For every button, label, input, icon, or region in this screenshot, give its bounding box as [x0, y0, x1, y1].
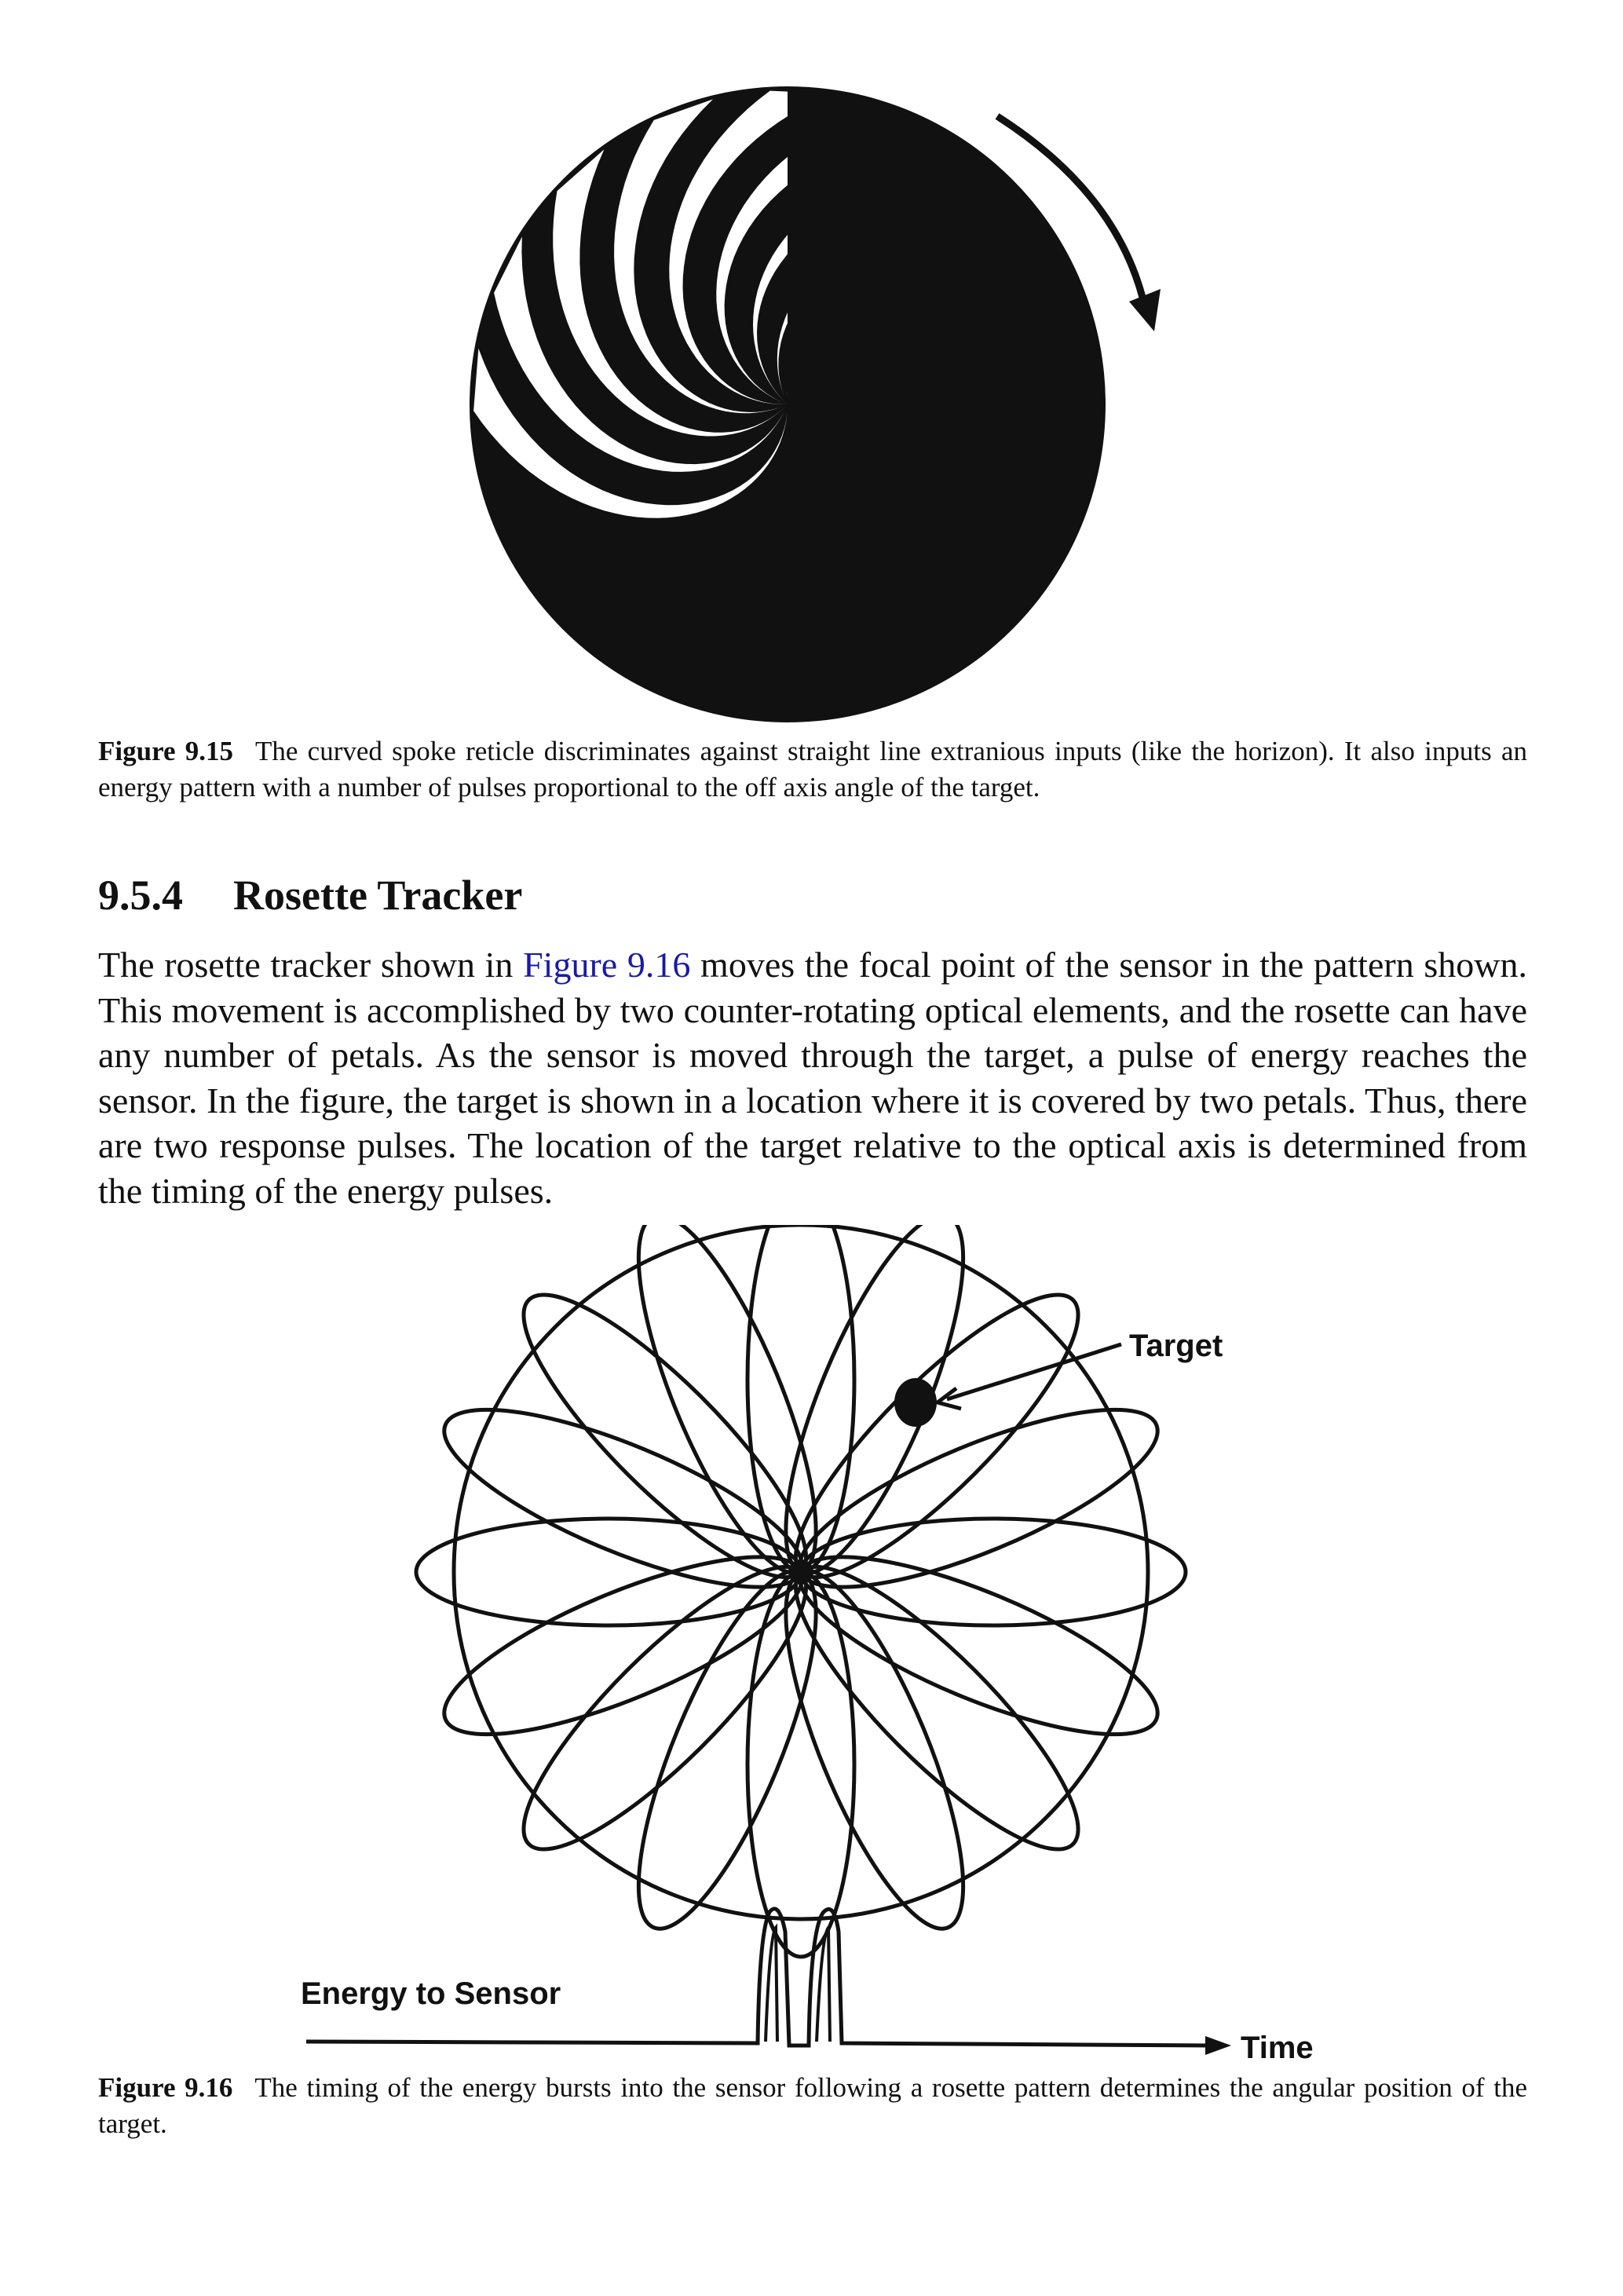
- curved-spoke-reticle-figure: [455, 79, 1186, 730]
- rosette-petal: [763, 1534, 1111, 1882]
- rosette-petal: [605, 1552, 850, 1948]
- time-axis-arrowhead-icon: [1205, 2036, 1231, 2055]
- rosette-petal: [780, 1376, 1177, 1621]
- body-text-start: The rosette tracker shown in: [98, 945, 524, 985]
- rosette-petal: [425, 1523, 821, 1768]
- body-paragraph: [98, 942, 1527, 1213]
- energy-to-sensor-label: Energy to Sensor: [301, 1976, 561, 2011]
- target-label: Target: [1129, 1329, 1223, 1363]
- rotation-arrowhead-icon: [1129, 289, 1161, 331]
- rosette-petals: [416, 1225, 1186, 1957]
- rosette-petal: [491, 1534, 839, 1882]
- section-title: Rosette Tracker: [233, 872, 523, 919]
- rosette-petal: [751, 1552, 997, 1948]
- figure-16-caption: [98, 2070, 1527, 2142]
- figure-16-link[interactable]: Figure 9.16: [523, 945, 691, 985]
- section-number: 9.5.4: [98, 872, 183, 919]
- figure-15-caption: [98, 733, 1527, 806]
- body-text-end: moves the focal point of the sensor in the pattern shown. This movement is accomplished by two counter-rotating optical elements, and the rosette can have any number of petals. As the sensor is moved through the target, a pulse of energy reaches the sensor. In the figure, the target is shown in a location where it is covered by two petals. Thus, there are two response pulses. The location of the target relative to the optical axis is determined from the timing of the energy pulses.: [98, 945, 1527, 1211]
- figure-16-caption-text: The timing of the energy bursts into the sensor following a rosette pattern determines the angular position of the target.: [98, 2072, 1527, 2139]
- rosette-petal: [425, 1376, 821, 1621]
- figure-15-label: Figure 9.15: [98, 736, 234, 766]
- rosette-petal: [763, 1262, 1111, 1610]
- rosette-petal: [780, 1523, 1177, 1768]
- time-axis-label: Time: [1241, 2031, 1314, 2065]
- target-icon: [894, 1378, 937, 1427]
- rosette-petal: [748, 1225, 854, 1572]
- section-heading: [98, 870, 522, 920]
- rosette-petal: [491, 1262, 839, 1610]
- figure-15-caption-text: The curved spoke reticle discriminates against straight line extranious inputs (like the horizon). It also inputs an energy pattern with a number of pulses proportional to the off axis angle of the target.: [98, 736, 1527, 803]
- rosette-pattern-figure: [283, 1225, 1366, 2065]
- figure-16-label: Figure 9.16: [98, 2072, 233, 2103]
